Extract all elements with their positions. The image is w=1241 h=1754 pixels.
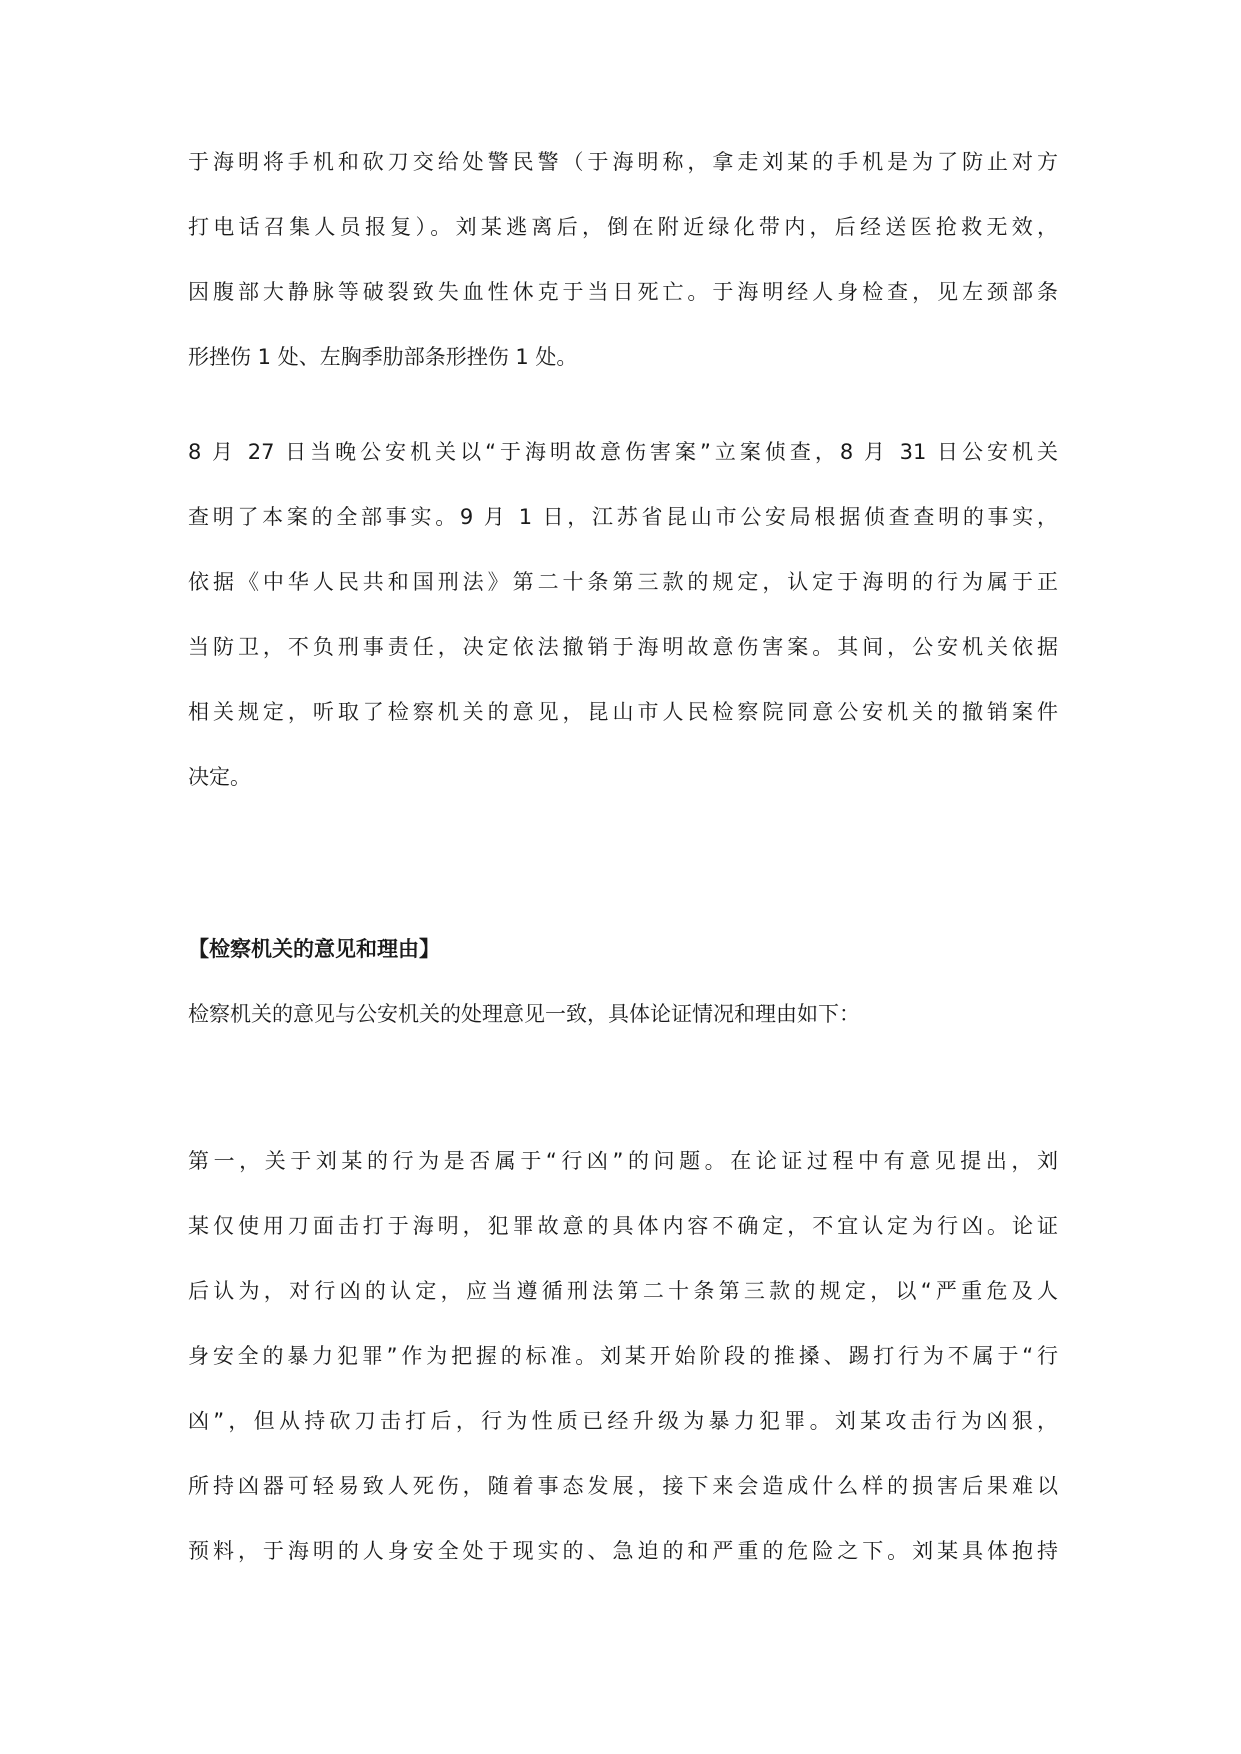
paragraph-first-argument bbox=[188, 1129, 1058, 1584]
text-line: 决定。 bbox=[188, 765, 251, 789]
text-line: 检察机关的意见与公安机关的处理意见一致，具体论证情况和理由如下： bbox=[188, 1002, 860, 1026]
text-line: 某仅使用刀面击打于海明，犯罪故意的具体内容不确定，不宜认定为行凶。论证 bbox=[188, 1214, 1058, 1238]
text-line: 形挫伤 1 处、左胸季肋部条形挫伤 1 处。 bbox=[188, 345, 578, 369]
text-line: 查明了本案的全部事实。9 月 1 日，江苏省昆山市公安局根据侦查查明的事实， bbox=[188, 505, 1058, 529]
text-line: 所持凶器可轻易致人死伤，随着事态发展，接下来会造成什么样的损害后果难以 bbox=[188, 1474, 1058, 1498]
text-line: 因腹部大静脉等破裂致失血性休克于当日死亡。于海明经人身检查，见左颈部条 bbox=[188, 280, 1058, 304]
text-line: 打电话召集人员报复）。刘某逃离后，倒在附近绿化带内，后经送医抢救无效， bbox=[188, 215, 1058, 239]
text-line: 依据《中华人民共和国刑法》第二十条第三款的规定，认定于海明的行为属于正 bbox=[188, 570, 1058, 594]
text-line: 第一，关于刘某的行为是否属于“行凶”的问题。在论证过程中有意见提出，刘 bbox=[188, 1149, 1058, 1173]
text-line: 当防卫，不负刑事责任，决定依法撤销于海明故意伤害案。其间，公安机关依据 bbox=[188, 635, 1058, 659]
section-heading: 【检察机关的意见和理由】 bbox=[188, 937, 440, 961]
text-line: 凶”，但从持砍刀击打后，行为性质已经升级为暴力犯罪。刘某攻击行为凶狠， bbox=[188, 1409, 1058, 1433]
text-line: 身安全的暴力犯罪”作为把握的标准。刘某开始阶段的推搡、踢打行为不属于“行 bbox=[188, 1344, 1058, 1368]
text-line: 预料，于海明的人身安全处于现实的、急迫的和严重的危险之下。刘某具体抱持 bbox=[188, 1539, 1058, 1563]
paragraph-case-handling bbox=[188, 420, 1058, 810]
text-line: 相关规定，听取了检察机关的意见，昆山市人民检察院同意公安机关的撤销案件 bbox=[188, 700, 1058, 724]
section-heading-block bbox=[188, 917, 1058, 982]
paragraph-procuratorate-opinion bbox=[188, 982, 1058, 1047]
paragraph-incident-outcome bbox=[188, 130, 1058, 390]
text-line: 于海明将手机和砍刀交给处警民警（于海明称，拿走刘某的手机是为了防止对方 bbox=[188, 150, 1058, 174]
text-line: 8 月 27 日当晚公安机关以“于海明故意伤害案”立案侦查，8 月 31 日公安机关 bbox=[188, 440, 1058, 464]
text-line: 后认为，对行凶的认定，应当遵循刑法第二十条第三款的规定，以“严重危及人 bbox=[188, 1279, 1058, 1303]
